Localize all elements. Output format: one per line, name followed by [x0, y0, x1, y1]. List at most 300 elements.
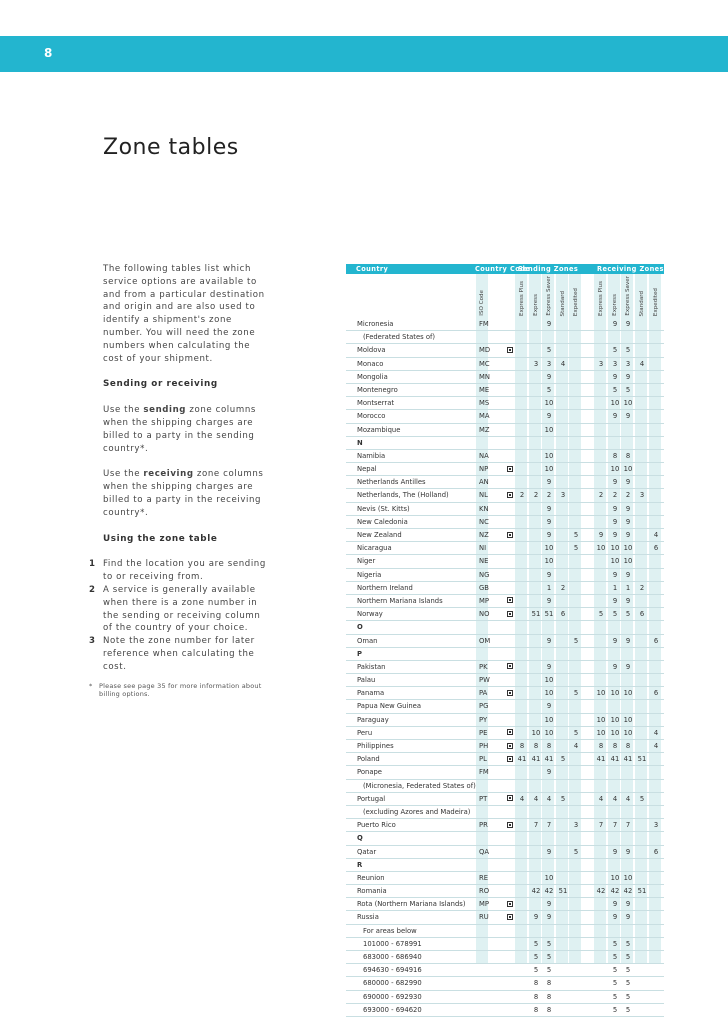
sending-zone-value: 2: [560, 583, 566, 592]
receiving-zone-value: 5: [625, 1005, 631, 1014]
table-row: [346, 740, 664, 753]
receiving-zone-value: 9: [612, 412, 618, 421]
sending-zone-value: 9: [546, 662, 552, 671]
iso-code: NZ: [479, 531, 489, 539]
sending-text-post: zone columns when the shipping charges are billed to a party in the sending country*.: [103, 405, 256, 454]
table-row: [346, 661, 664, 674]
receiving-zone-value: 41: [623, 755, 633, 764]
sending-zone-value: 51: [531, 610, 541, 619]
table-header-bar: [346, 264, 664, 274]
iso-code: RE: [479, 873, 489, 882]
receiving-zone-value: 7: [612, 821, 618, 830]
table-row: [346, 951, 664, 964]
table-row: [346, 318, 664, 331]
table-row: [346, 344, 664, 357]
country-name: Panama: [357, 689, 385, 698]
receiving-zone-value: 4: [639, 359, 645, 368]
sending-zone-value: 9: [546, 636, 552, 645]
express-plus-icon: [507, 690, 513, 696]
sending-zone-value: 9: [546, 504, 552, 513]
header-band: [0, 36, 728, 72]
country-name: Reunion: [357, 873, 385, 882]
receiving-zone-value: 4: [598, 794, 604, 803]
iso-code: MN: [479, 372, 490, 381]
receiving-zone-value: 10: [610, 399, 620, 408]
receiving-zone-value: 51: [637, 887, 647, 896]
iso-code: MZ: [479, 425, 490, 434]
receiving-zone-value: 10: [596, 544, 606, 553]
sending-zone-value: 2: [533, 491, 539, 500]
sending-zone-value: 9: [546, 702, 552, 711]
table-row: [346, 371, 664, 384]
sending-zone-value: 3: [533, 359, 539, 368]
table-row: [346, 384, 664, 397]
table-row: [346, 410, 664, 423]
country-name: 693000 - 694620: [363, 1005, 422, 1014]
col-sending-3: Standard: [560, 290, 566, 316]
iso-code: AN: [479, 478, 489, 487]
table-row: [346, 674, 664, 687]
iso-code: GB: [479, 583, 489, 592]
table-row: [346, 358, 664, 371]
sending-zone-value: 41: [517, 755, 527, 764]
receiving-zone-value: 10: [596, 689, 606, 698]
iso-code: FM: [479, 768, 489, 777]
receiving-zone-value: 5: [625, 992, 631, 1001]
iso-code: NO: [479, 610, 490, 619]
column-headers: [346, 274, 664, 318]
table-row: [346, 885, 664, 898]
receiving-zone-value: 9: [625, 847, 631, 856]
country-name: Nicaragua: [357, 544, 392, 553]
table-row: [346, 898, 664, 911]
table-row: [346, 859, 664, 872]
sending-zone-value: 10: [544, 465, 554, 474]
receiving-zone-value: 10: [623, 728, 633, 737]
col-receiving-2: Express Saver: [625, 276, 631, 316]
iso-code: PR: [479, 821, 488, 830]
receiving-zone-value: 3: [653, 821, 659, 830]
receiving-zone-value: 42: [596, 887, 606, 896]
sending-zone-value: 10: [531, 728, 541, 737]
table-row: [346, 991, 664, 1004]
receiving-zone-value: 5: [625, 346, 631, 355]
table-row: [346, 569, 664, 582]
receiving-zone-value: 6: [639, 610, 645, 619]
table-row: [346, 476, 664, 489]
receiving-zone-value: 9: [625, 478, 631, 487]
header-sending-zones: Sending Zones: [518, 265, 579, 273]
sending-zone-value: 9: [546, 412, 552, 421]
receiving-zone-value: 10: [610, 715, 620, 724]
express-plus-icon: [507, 597, 513, 603]
sending-zone-value: 9: [546, 847, 552, 856]
country-name: Palau: [357, 676, 376, 685]
footnote-text: Please see page 35 for more information about billing options.: [99, 681, 262, 698]
sending-zone-value: 10: [544, 676, 554, 685]
sending-zone-value: 2: [519, 491, 525, 500]
receiving-text-post: zone columns when the shipping charges are billed to a party in the receiving country*.: [103, 469, 264, 518]
receiving-zone-value: 2: [625, 491, 631, 500]
sending-zone-value: 5: [533, 939, 539, 948]
table-row: [346, 450, 664, 463]
sending-zone-value: 10: [544, 689, 554, 698]
receiving-zone-value: 10: [610, 689, 620, 698]
col-sending-1: Express: [533, 294, 539, 316]
table-row: [346, 806, 664, 819]
country-name: Portugal: [357, 794, 386, 803]
sending-zone-value: 6: [560, 610, 566, 619]
receiving-zone-value: 9: [598, 531, 604, 539]
receiving-zone-value: 9: [625, 913, 631, 922]
receiving-zone-value: 5: [625, 939, 631, 948]
receiving-zone-value: 5: [612, 979, 618, 988]
receiving-zone-value: 10: [623, 557, 633, 566]
col-receiving-4: Expedited: [653, 287, 659, 316]
iso-code: NC: [479, 517, 489, 526]
iso-code: MC: [479, 359, 490, 368]
iso-code: FM: [479, 320, 489, 328]
country-name: Namibia: [357, 451, 386, 460]
sending-zone-value: 5: [546, 346, 552, 355]
receiving-zone-value: 5: [612, 346, 618, 355]
iso-code: KN: [479, 504, 489, 513]
sending-zone-value: 5: [546, 953, 552, 961]
receiving-zone-value: 10: [610, 728, 620, 737]
express-plus-icon: [507, 532, 513, 538]
sending-zone-value: 8: [546, 742, 552, 750]
table-row: [346, 516, 664, 529]
receiving-zone-value: 9: [612, 900, 618, 909]
intro-paragraph: The following tables list which service options are available to and from a particular destination and origin and are also used to identify a shipment's zone number. You will need the zone numbers when calculating the cost of your shipment.: [103, 264, 265, 364]
receiving-zone-value: 3: [598, 359, 604, 368]
table-row: [346, 437, 664, 450]
step-number: 1: [89, 559, 96, 570]
col-receiving-1: Express: [612, 294, 618, 316]
receiving-zone-value: 9: [612, 372, 618, 381]
sending-zone-value: 5: [573, 544, 579, 553]
receiving-zone-value: 7: [598, 821, 604, 830]
table-row: [346, 529, 664, 542]
letter-heading: O: [357, 623, 363, 632]
col-sending-2: Express Saver: [546, 276, 552, 316]
receiving-zone-value: 9: [625, 596, 631, 605]
receiving-zone-value: 8: [625, 742, 631, 750]
sending-zone-value: 7: [533, 821, 539, 830]
sending-zone-value: 42: [544, 887, 554, 896]
sending-zone-value: 10: [544, 715, 554, 724]
country-name: Northern Mariana Islands: [357, 596, 443, 605]
table-row: [346, 331, 664, 344]
iso-code: MD: [479, 346, 491, 355]
country-name: (excluding Azores and Madeira): [363, 807, 471, 816]
table-row: [346, 819, 664, 832]
footnote: [89, 682, 273, 698]
sending-zone-value: 3: [560, 491, 566, 500]
header-receiving-zones: Receiving Zones: [597, 265, 664, 273]
table-row: [346, 753, 664, 766]
receiving-zone-value: 51: [637, 755, 647, 764]
table-row: [346, 938, 664, 951]
receiving-zone-value: 10: [623, 465, 633, 474]
receiving-zone-value: 7: [625, 821, 631, 830]
sending-zone-value: 51: [544, 610, 554, 619]
receiving-zone-value: 5: [612, 1005, 618, 1014]
country-name: Qatar: [357, 847, 377, 856]
sending-zone-value: 9: [533, 913, 539, 922]
iso-code: PA: [479, 689, 488, 698]
letter-heading: P: [357, 649, 362, 658]
express-plus-icon: [507, 795, 513, 801]
receiving-zone-value: 3: [612, 359, 618, 368]
iso-code: PL: [479, 755, 487, 764]
sending-zone-value: 5: [573, 689, 579, 698]
receiving-zone-value: 9: [625, 531, 631, 539]
country-name: Nigeria: [357, 570, 382, 579]
country-name: Mozambique: [357, 425, 401, 434]
receiving-text-pre: Use the: [103, 469, 144, 480]
sending-zone-value: 41: [531, 755, 541, 764]
sending-zone-value: 10: [544, 425, 554, 434]
sending-zone-value: 8: [533, 742, 539, 750]
sending-zone-value: 10: [544, 451, 554, 460]
table-row: [346, 542, 664, 555]
receiving-zone-value: 6: [653, 544, 659, 553]
footnote-marker: *: [89, 681, 93, 690]
country-name: Montserrat: [357, 399, 395, 408]
sending-zone-value: 51: [558, 887, 568, 896]
receiving-zone-value: 9: [625, 504, 631, 513]
country-name: Nepal: [357, 465, 377, 474]
table-row: [346, 648, 664, 661]
country-name: Montenegro: [357, 385, 398, 394]
receiving-zone-value: 5: [612, 966, 618, 975]
table-row: [346, 911, 664, 924]
express-plus-icon: [507, 663, 513, 669]
receiving-zone-value: 2: [639, 583, 645, 592]
receiving-text-bold: receiving: [143, 469, 194, 480]
sending-zone-value: 5: [546, 385, 552, 394]
sending-text-pre: Use the: [103, 405, 144, 416]
receiving-zone-value: 10: [610, 557, 620, 566]
receiving-zone-value: 6: [653, 689, 659, 698]
sending-zone-value: 5: [573, 636, 579, 645]
receiving-zone-value: 4: [653, 742, 659, 750]
iso-code: PG: [479, 702, 489, 711]
receiving-zone-value: 9: [625, 320, 631, 328]
receiving-zone-value: 9: [625, 570, 631, 579]
sending-zone-value: 4: [533, 794, 539, 803]
country-name: For areas below: [363, 926, 417, 935]
country-name: 690000 - 692930: [363, 992, 422, 1001]
col-iso-code: ISO Code: [479, 290, 485, 316]
steps-list: [89, 558, 273, 673]
sending-zone-value: 8: [546, 992, 552, 1001]
step-item: [89, 635, 273, 673]
sending-zone-value: 5: [560, 794, 566, 803]
table-row: [346, 503, 664, 516]
sending-zone-value: 3: [546, 359, 552, 368]
table-row: [346, 489, 664, 502]
receiving-zone-value: 5: [612, 610, 618, 619]
express-plus-icon: [507, 729, 513, 735]
table-row: [346, 872, 664, 885]
receiving-zone-value: 5: [612, 385, 618, 394]
country-name: New Zealand: [357, 531, 402, 539]
country-name: (Micronesia, Federated States of): [363, 781, 476, 790]
sending-zone-value: 4: [560, 359, 566, 368]
express-plus-icon: [507, 756, 513, 762]
sending-zone-value: 9: [546, 517, 552, 526]
receiving-zone-value: 5: [612, 953, 618, 961]
table-row: [346, 977, 664, 990]
table-row: [346, 925, 664, 938]
table-row: [346, 700, 664, 713]
step-item: [89, 558, 273, 584]
receiving-zone-value: 9: [625, 412, 631, 421]
receiving-zone-value: 9: [612, 531, 618, 539]
receiving-paragraph: [103, 468, 273, 519]
receiving-zone-value: 9: [625, 662, 631, 671]
page-title: Zone tables: [103, 135, 239, 160]
express-plus-icon: [507, 914, 513, 920]
receiving-zone-value: 9: [612, 478, 618, 487]
receiving-zone-value: 42: [623, 887, 633, 896]
step-number: 2: [89, 584, 96, 595]
country-name: Nevis (St. Kitts): [357, 504, 410, 513]
letter-heading: N: [357, 438, 363, 447]
iso-code: NL: [479, 491, 488, 500]
country-name: Russia: [357, 913, 379, 922]
receiving-zone-value: 1: [612, 583, 618, 592]
step-text: A service is generally available when there is a zone number in the sending or receiving column of the country of your choice.: [103, 584, 261, 634]
table-row: [346, 780, 664, 793]
table-row: [346, 582, 664, 595]
country-name: Ponape: [357, 768, 382, 777]
receiving-zone-value: 9: [612, 913, 618, 922]
iso-code: OM: [479, 636, 491, 645]
table-row: [346, 555, 664, 568]
iso-code: NE: [479, 557, 489, 566]
col-sending-0: Express Plus: [519, 280, 525, 316]
col-receiving-0: Express Plus: [598, 280, 604, 316]
country-name: 101000 - 678991: [363, 939, 422, 948]
sending-zone-value: 9: [546, 913, 552, 922]
receiving-zone-value: 9: [612, 320, 618, 328]
table-rows: [346, 318, 664, 1017]
letter-heading: Q: [357, 834, 363, 843]
table-row: [346, 727, 664, 740]
using-zone-table-heading: Using the zone table: [103, 533, 218, 544]
sending-zone-value: 10: [544, 728, 554, 737]
receiving-zone-value: 10: [623, 873, 633, 882]
iso-code: NA: [479, 451, 489, 460]
sending-paragraph: [103, 404, 273, 455]
country-name: Peru: [357, 728, 373, 737]
iso-code: PW: [479, 676, 490, 685]
receiving-zone-value: 42: [610, 887, 620, 896]
receiving-zone-value: 5: [625, 385, 631, 394]
receiving-zone-value: 3: [625, 359, 631, 368]
sending-zone-value: 5: [546, 966, 552, 975]
iso-code: NP: [479, 465, 489, 474]
country-name: Rota (Northern Mariana Islands): [357, 900, 466, 909]
table-row: [346, 1004, 664, 1017]
iso-code: MP: [479, 596, 489, 605]
table-row: [346, 621, 664, 634]
country-name: Philippines: [357, 742, 394, 750]
iso-code: PK: [479, 662, 488, 671]
sending-zone-value: 9: [546, 570, 552, 579]
sending-zone-value: 42: [531, 887, 541, 896]
iso-code: NG: [479, 570, 490, 579]
receiving-zone-value: 9: [625, 636, 631, 645]
country-name: Netherlands Antilles: [357, 478, 426, 487]
receiving-zone-value: 3: [639, 491, 645, 500]
receiving-zone-value: 10: [623, 399, 633, 408]
country-name: Moldova: [357, 346, 386, 355]
sending-zone-value: 2: [546, 491, 552, 500]
sending-zone-value: 8: [533, 992, 539, 1001]
col-sending-4: Expedited: [573, 287, 579, 316]
table-row: [346, 714, 664, 727]
receiving-zone-value: 5: [612, 992, 618, 1001]
receiving-zone-value: 5: [625, 966, 631, 975]
receiving-zone-value: 9: [612, 662, 618, 671]
receiving-zone-value: 10: [610, 465, 620, 474]
table-row: [346, 766, 664, 779]
receiving-zone-value: 5: [598, 610, 604, 619]
table-row: [346, 635, 664, 648]
top-margin: [0, 0, 728, 36]
sending-zone-value: 9: [546, 900, 552, 909]
page-number: 8: [44, 46, 53, 60]
sending-zone-value: 8: [546, 1005, 552, 1014]
table-row: [346, 595, 664, 608]
receiving-zone-value: 8: [625, 451, 631, 460]
table-row: [346, 397, 664, 410]
iso-code: PY: [479, 715, 488, 724]
sending-zone-value: 8: [546, 979, 552, 988]
table-row: [346, 463, 664, 476]
country-name: 680000 - 682990: [363, 979, 422, 988]
receiving-zone-value: 9: [612, 570, 618, 579]
sending-zone-value: 5: [573, 847, 579, 856]
sending-zone-value: 4: [573, 742, 579, 750]
receiving-zone-value: 8: [612, 742, 618, 750]
sending-zone-value: 8: [533, 979, 539, 988]
receiving-zone-value: 4: [653, 531, 659, 539]
step-item: [89, 584, 273, 635]
receiving-zone-value: 9: [625, 900, 631, 909]
step-number: 3: [89, 636, 96, 647]
receiving-zone-value: 4: [612, 794, 618, 803]
country-name: Norway: [357, 610, 383, 619]
iso-code: PT: [479, 794, 488, 803]
sending-zone-value: 5: [533, 953, 539, 961]
receiving-zone-value: 41: [596, 755, 606, 764]
receiving-zone-value: 2: [598, 491, 604, 500]
receiving-zone-value: 9: [625, 372, 631, 381]
receiving-zone-value: 4: [653, 728, 659, 737]
step-text: Find the location you are sending to or receiving from.: [103, 559, 266, 583]
iso-code: MA: [479, 412, 490, 421]
receiving-zone-value: 8: [612, 451, 618, 460]
receiving-zone-value: 9: [612, 636, 618, 645]
iso-code: PH: [479, 742, 489, 750]
express-plus-icon: [507, 743, 513, 749]
receiving-zone-value: 6: [653, 636, 659, 645]
